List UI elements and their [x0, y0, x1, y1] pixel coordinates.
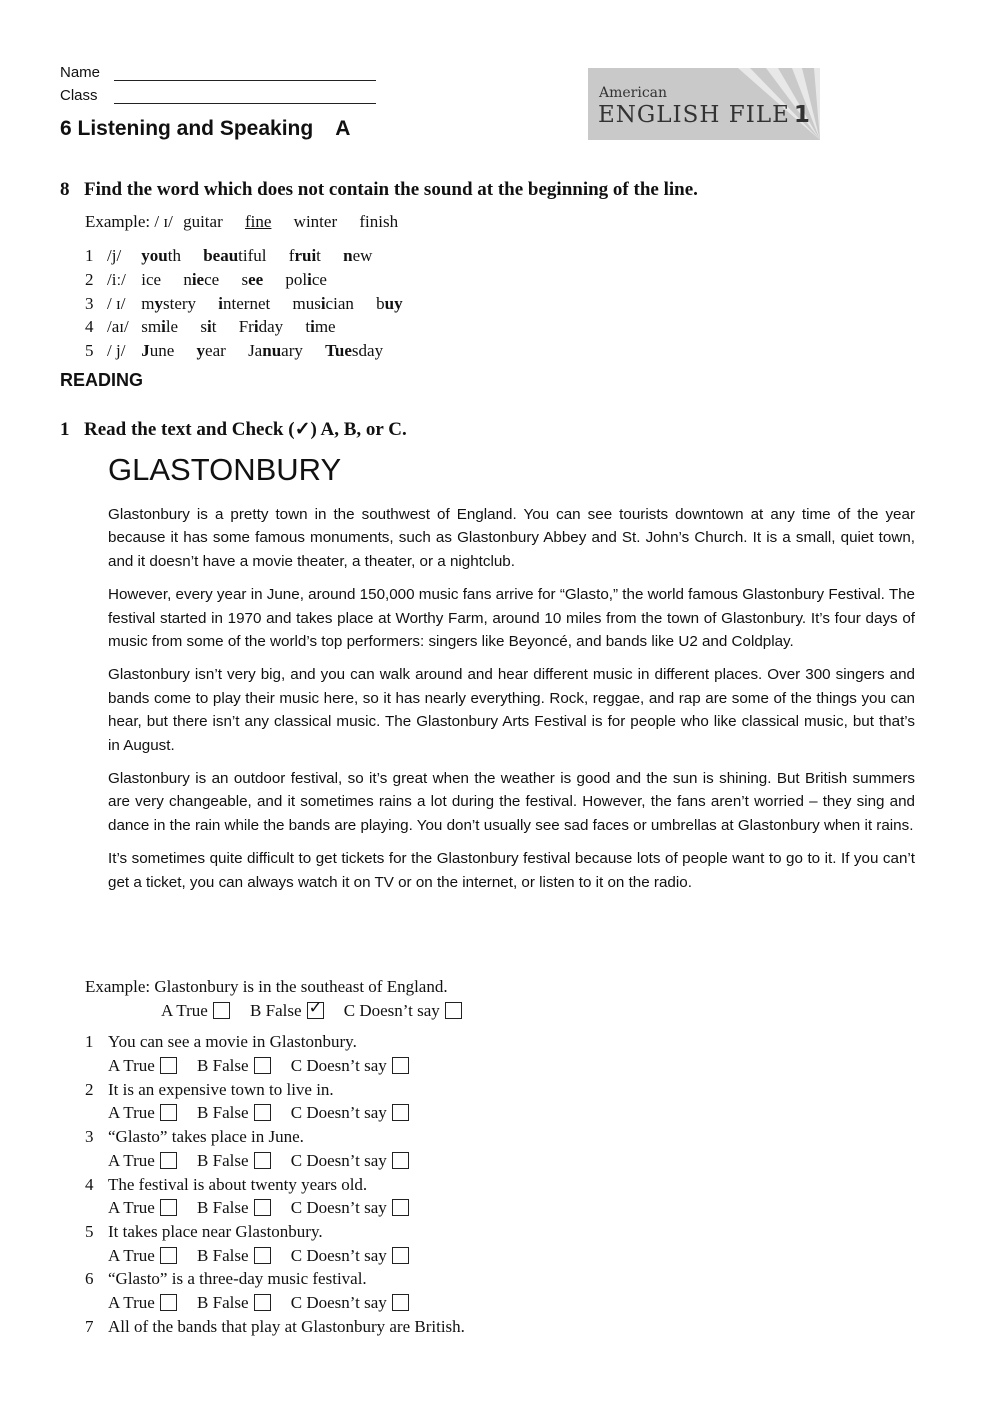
- name-row: [60, 64, 376, 81]
- option-b: [197, 1196, 270, 1220]
- sound-row: [85, 292, 421, 316]
- option-c-label: C Doesn’t say: [290, 1292, 387, 1312]
- question-number: 1: [85, 1032, 94, 1052]
- option-a: [161, 999, 230, 1023]
- question-text: It takes place near Glastonbury.: [108, 1221, 323, 1241]
- option-c: [291, 1291, 409, 1315]
- checkmark-icon: ✓: [308, 997, 323, 1017]
- article-paragraph: Glastonbury is an outdoor festival, so it’s great when the weather is good and the sun is shining. But British summers are very changeable, and it sometimes rains a lot during the festival. However, the fans aren’t worried – they sing and dance in the rain while the bands are playing. You don’t usually see sad faces or umbrellas at Glastonbury when it rains.: [108, 770, 915, 834]
- option-b-label: B False: [197, 1150, 249, 1170]
- option-a-label: A True: [108, 1198, 155, 1218]
- option-b: [197, 1054, 270, 1078]
- logo-level: 1: [793, 102, 811, 128]
- row-sound: /j/: [107, 246, 122, 265]
- checkbox-c[interactable]: [392, 1104, 409, 1121]
- option-b-label: B False: [197, 1245, 249, 1265]
- word-option[interactable]: sit: [200, 317, 217, 337]
- row-number: 2: [85, 269, 94, 289]
- option-b: [197, 1244, 270, 1268]
- row-number: 5: [85, 341, 94, 361]
- row-number: 4: [85, 317, 94, 337]
- exercise8-instruction: Find the word which does not contain the sound at the beginning of the line.: [84, 179, 698, 200]
- question-options: [85, 1244, 685, 1268]
- logo-line2: [598, 102, 811, 128]
- name-input-line[interactable]: [114, 66, 376, 81]
- question-options: [85, 1149, 685, 1173]
- checkbox-a[interactable]: [160, 1199, 177, 1216]
- option-c: [291, 1196, 409, 1220]
- row-sound: / ɪ/: [107, 293, 126, 313]
- question-options: [85, 1291, 685, 1315]
- question-text: The festival is about twenty years old.: [108, 1174, 368, 1194]
- checkbox-c[interactable]: [392, 1199, 409, 1216]
- checkbox-b-checked[interactable]: [307, 997, 324, 1019]
- word-option[interactable]: niece: [183, 269, 220, 289]
- word-option[interactable]: June: [141, 341, 175, 361]
- option-c-label: C Doesn’t say: [290, 1103, 387, 1123]
- option-b: [197, 1101, 270, 1125]
- checkbox-c[interactable]: [445, 1002, 462, 1019]
- example-label: Example:: [85, 212, 151, 231]
- word-option[interactable]: youth: [141, 246, 181, 265]
- checkbox-c[interactable]: [392, 1294, 409, 1311]
- logo-title: ENGLISH FILE: [598, 102, 790, 128]
- question-number: 4: [85, 1174, 94, 1194]
- logo-line1: American: [599, 85, 668, 101]
- word-option[interactable]: musician: [292, 293, 354, 313]
- checkbox-b[interactable]: [254, 1294, 271, 1311]
- option-c-label: C Doesn’t say: [290, 1150, 387, 1170]
- word-option[interactable]: fruit: [288, 246, 321, 265]
- question-text: You can see a movie in Glastonbury.: [108, 1032, 357, 1052]
- option-b-label: B False: [197, 1056, 249, 1076]
- sound-list: [85, 244, 421, 363]
- question-text: It is an expensive town to live in.: [108, 1079, 334, 1099]
- question-text: “Glasto” takes place in June.: [108, 1127, 304, 1147]
- option-c-label: C Doesn’t say: [290, 1245, 387, 1265]
- checkbox-b[interactable]: [254, 1152, 271, 1169]
- example-options: [85, 999, 685, 1023]
- article-title: GLASTONBURY: [108, 452, 342, 487]
- word-option[interactable]: mystery: [141, 293, 197, 313]
- reading-instruction: Read the text and Check (✓) A, B, or C.: [84, 419, 407, 440]
- checkbox-b[interactable]: [254, 1104, 271, 1121]
- class-input-line[interactable]: [114, 89, 376, 104]
- checkbox-c[interactable]: [392, 1247, 409, 1264]
- class-row: [60, 87, 376, 104]
- option-c-label: C Doesn’t say: [290, 1198, 387, 1218]
- option-a-label: A True: [108, 1103, 155, 1123]
- word-option[interactable]: smile: [141, 317, 179, 337]
- sound-row: [85, 339, 421, 363]
- reading-q1-heading: [60, 418, 407, 441]
- word-option[interactable]: ice: [141, 269, 162, 289]
- word-option[interactable]: see: [241, 269, 264, 289]
- option-a: [108, 1149, 177, 1173]
- checkbox-a[interactable]: [160, 1294, 177, 1311]
- example-question: Example: Glastonbury is in the southeast of England.: [85, 977, 448, 996]
- article-paragraph: Glastonbury is a pretty town in the southwest of England. You can see tourists downtown at any time of the year because it has some famous monuments, such as Glastonbury Abbey and St. John’s Church. It is a small, quiet town, and it doesn’t have a movie theater, a theater, or a nightclub.: [108, 506, 915, 570]
- question: [85, 1315, 685, 1339]
- checkbox-a[interactable]: [213, 1002, 230, 1019]
- sound-row: [85, 244, 421, 268]
- option-b-label: B False: [197, 1292, 249, 1312]
- word-option[interactable]: year: [196, 341, 226, 361]
- example-word-answer: fine: [244, 212, 272, 231]
- exercise8-heading: [60, 179, 698, 201]
- option-a: [108, 1101, 177, 1125]
- checkbox-a[interactable]: [160, 1247, 177, 1264]
- word-option[interactable]: Friday: [238, 317, 284, 337]
- word-option[interactable]: time: [305, 317, 336, 337]
- question: [85, 1030, 685, 1054]
- option-b-label: B False: [250, 1000, 302, 1020]
- question-number: 6: [85, 1269, 94, 1289]
- checkbox-b[interactable]: [254, 1247, 271, 1264]
- option-a-label: A True: [161, 1000, 208, 1020]
- name-label: Name: [60, 64, 101, 81]
- checkbox-a[interactable]: [160, 1104, 177, 1121]
- question-number: 7: [85, 1316, 94, 1336]
- checkbox-c[interactable]: [392, 1152, 409, 1169]
- example-word: guitar: [183, 212, 223, 231]
- option-c: [291, 1244, 409, 1268]
- option-c: [291, 1054, 409, 1078]
- word-option[interactable]: buy: [376, 293, 403, 313]
- unit-title-text: 6 Listening and Speaking: [60, 117, 314, 140]
- option-b: [250, 999, 323, 1023]
- option-a-label: A True: [108, 1150, 155, 1170]
- question: [85, 1173, 685, 1197]
- article-body: [108, 503, 915, 904]
- question-list: [85, 975, 685, 1338]
- row-sound: /aɪ/: [107, 317, 129, 337]
- question: [85, 1125, 685, 1149]
- option-a-label: A True: [108, 1245, 155, 1265]
- question-options: [85, 1101, 685, 1125]
- question-options: [85, 1196, 685, 1220]
- option-a: [108, 1196, 177, 1220]
- row-sound: / j/: [107, 341, 126, 361]
- option-b: [197, 1291, 270, 1315]
- american-english-file-logo: [588, 68, 820, 140]
- question-number: 5: [85, 1221, 94, 1241]
- sound-row: [85, 315, 421, 339]
- sound-row: [85, 268, 421, 292]
- option-a-label: A True: [108, 1056, 155, 1076]
- checkbox-c[interactable]: [392, 1057, 409, 1074]
- question-options: [85, 1054, 685, 1078]
- row-number: 1: [85, 246, 94, 265]
- word-option[interactable]: Tuesday: [325, 341, 384, 361]
- option-b-label: B False: [197, 1103, 249, 1123]
- question: [85, 1267, 685, 1291]
- word-option[interactable]: new: [343, 246, 373, 265]
- reading-q-number: 1: [60, 419, 70, 440]
- example-word: winter: [293, 212, 338, 231]
- option-c: [344, 999, 462, 1023]
- question-text: All of the bands that play at Glastonbury are British.: [108, 1316, 465, 1336]
- example-sound: / ɪ/: [154, 212, 173, 231]
- article-paragraph: Glastonbury isn’t very big, and you can walk around and hear different music in different places. Over 300 singers and bands come to play their music here, so it has nearly everything. Rock, reggae, and rap are some of the things you can hear, but there isn’t any classical music. The Glastonbury Arts Festival is for people who like classical music, but that’s in August.: [108, 666, 915, 754]
- word-option[interactable]: beautiful: [203, 246, 267, 265]
- option-b-label: B False: [197, 1198, 249, 1218]
- article-paragraph: It’s sometimes quite difficult to get tickets for the Glastonbury festival because lots of people want to go to it. If you can’t get a ticket, you can always watch it on TV or on the internet, or listen to it on the radio.: [108, 850, 915, 891]
- unit-title: [60, 117, 350, 141]
- unit-version: A: [335, 117, 351, 140]
- option-c: [291, 1149, 409, 1173]
- exercise8-number: 8: [60, 179, 70, 200]
- option-c-label: C Doesn’t say: [290, 1056, 387, 1076]
- exercise8-example: [85, 212, 398, 232]
- row-number: 3: [85, 293, 94, 313]
- option-a: [108, 1054, 177, 1078]
- option-c-label: C Doesn’t say: [343, 1000, 440, 1020]
- class-label: Class: [60, 87, 98, 104]
- option-b: [197, 1149, 270, 1173]
- question: [85, 1078, 685, 1102]
- row-sound: /iː/: [107, 269, 126, 289]
- question-number: 2: [85, 1079, 94, 1099]
- question-number: 3: [85, 1127, 94, 1147]
- checkbox-b[interactable]: [254, 1199, 271, 1216]
- word-option[interactable]: internet: [218, 293, 271, 313]
- option-a: [108, 1244, 177, 1268]
- option-a: [108, 1291, 177, 1315]
- option-c: [291, 1101, 409, 1125]
- checkbox-a[interactable]: [160, 1057, 177, 1074]
- section-heading: READING: [60, 370, 144, 390]
- article-paragraph: However, every year in June, around 150,000 music fans arrive for “Glasto,” the world famous Glastonbury Festival. The festival started in 1970 and takes place at Worthy Farm, around 10 miles from the town of Glastonbury. It’s four days of music from some of the world’s top performers: singers like Beyoncé, and bands like U2 and Coldplay.: [108, 586, 915, 651]
- question-text: “Glasto” is a three-day music festival.: [108, 1269, 367, 1289]
- question: [85, 1220, 685, 1244]
- word-option[interactable]: January: [248, 341, 303, 361]
- example-word: finish: [359, 212, 399, 231]
- checkbox-a[interactable]: [160, 1152, 177, 1169]
- checkbox-b[interactable]: [254, 1057, 271, 1074]
- option-a-label: A True: [108, 1292, 155, 1312]
- word-option[interactable]: police: [285, 269, 327, 289]
